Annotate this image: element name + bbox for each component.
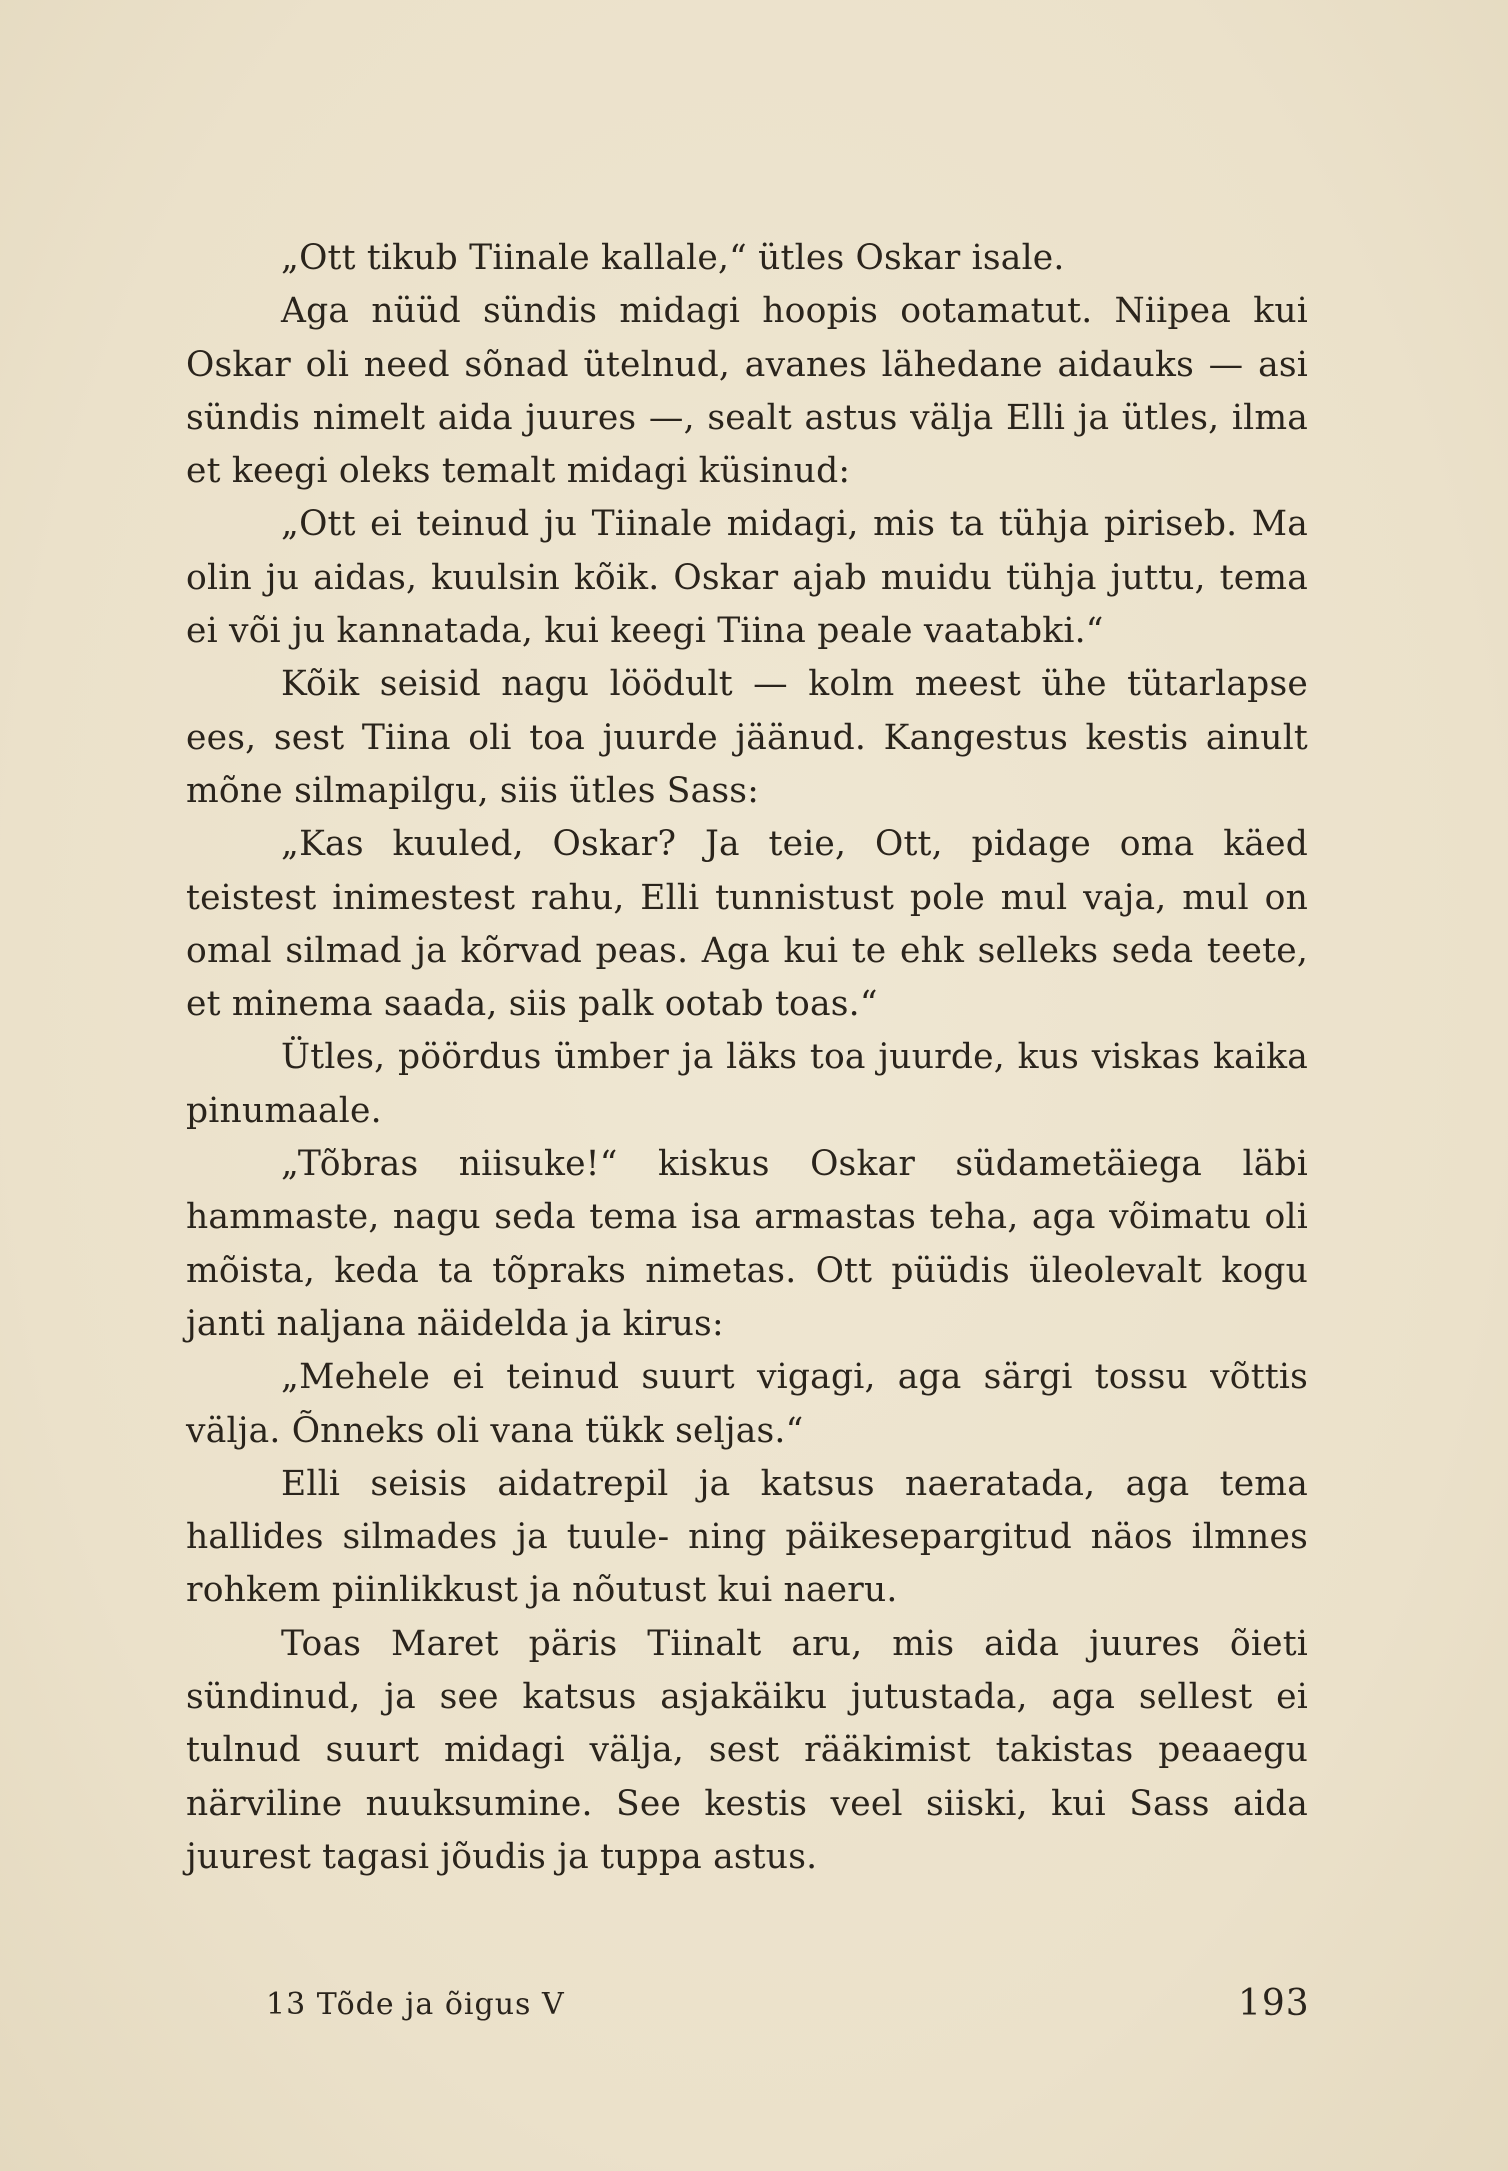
footer-signature: 13 Tõde ja õigus V <box>266 1987 565 2022</box>
paragraph: „Ott tikub Tiinale kallale,“ ütles Oskar isale. <box>281 238 1065 278</box>
paragraph: Aga nüüd sündis midagi hoopis ootamatut. Niipea kui Oskar oli need sõnad ütelnud, avanes lähedane aidauks — asi sündis nimelt aida juures —, sealt astus välja Elli ja ütles, ilma et keegi oleks temalt midagi küsinud: <box>186 291 1308 492</box>
paragraph: „Ott ei teinud ju Tiinale midagi, mis ta tühja piriseb. Ma olin ju aidas, kuulsin kõik. Oskar ajab muidu tühja juttu, tema ei või ju kannatada, kui keegi Tiina peale vaatabki.“ <box>186 504 1308 652</box>
paragraph: Elli seisis aidatrepil ja katsus naeratada, aga tema hallides silmades ja tuule- ning päikesepargitud näos ilmnes rohkem piinlikkust ja nõutust kui naeru. <box>186 1463 1308 1611</box>
paragraph: „Kas kuuled, Oskar? Ja teie, Ott, pidage oma käed teistest inimestest rahu, Elli tunnistust pole mul vaja, mul on omal silmad ja kõrvad peas. Aga kui te ehk selleks seda teete, et minema saada, siis palk ootab toas.“ <box>186 824 1308 1025</box>
paragraph: Ütles, pöördus ümber ja läks toa juurde, kus viskas kaika pinumaale. <box>186 1037 1308 1131</box>
paragraph: „Mehele ei teinud suurt vigagi, aga särgi tossu võttis välja. Õnneks oli vana tükk seljas.“ <box>186 1357 1308 1451</box>
paragraph: Kõik seisid nagu löödult — kolm meest ühe tütarlapse ees, sest Tiina oli toa juurde jäänud. Kangestus kestis ainult mõne silmapilgu, siis ütles Sass: <box>186 664 1308 811</box>
page-number: 193 <box>1238 1983 1310 2024</box>
paragraph: Toas Maret päris Tiinalt aru, mis aida juures õieti sündinud, ja see katsus asjakäiku jutustada, aga sellest ei tulnud suurt midagi välja, sest rääkimist takistas peaaegu närviline nuuksumine. See kestis veel siiski, kui Sass aida juurest tagasi jõudis ja tuppa astus. <box>186 1623 1308 1877</box>
paragraph: „Tõbras niisuke!“ kiskus Oskar südametäiega läbi hammaste, nagu seda tema isa armastas teha, aga võimatu oli mõista, keda ta tõpraks nimetas. Ott püüdis üleolevalt kogu janti naljana näidelda ja kirus: <box>186 1144 1308 1344</box>
body-text <box>186 232 1308 1884</box>
